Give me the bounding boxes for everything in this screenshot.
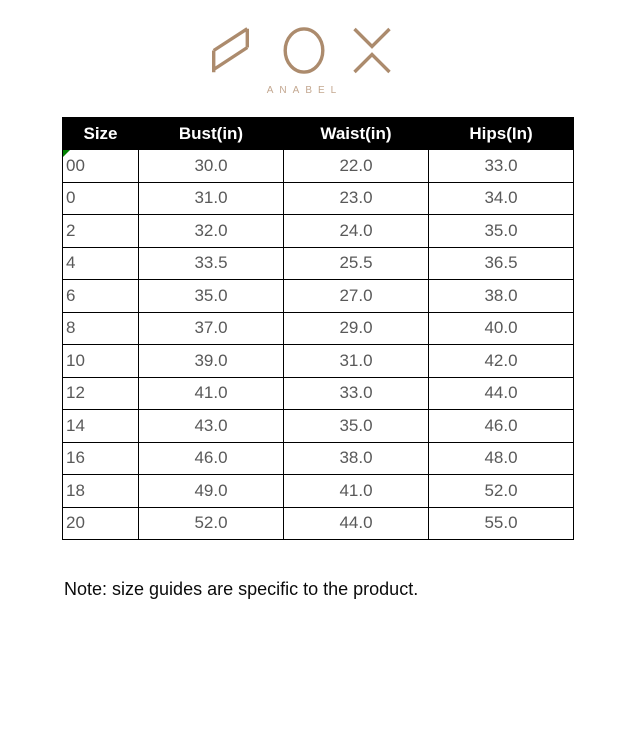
logo-letter-x: [355, 29, 390, 72]
size-cell: 18: [63, 475, 139, 508]
logo-letter-o: [285, 29, 323, 72]
bust-cell: 41.0: [139, 377, 284, 410]
waist-cell: 41.0: [284, 475, 429, 508]
size-cell: 20: [63, 507, 139, 540]
hips-cell: 52.0: [429, 475, 574, 508]
hips-cell: 38.0: [429, 280, 574, 313]
bust-cell: 52.0: [139, 507, 284, 540]
table-row: [63, 150, 574, 183]
hips-cell: 40.0: [429, 312, 574, 345]
hips-cell: 34.0: [429, 182, 574, 215]
bust-cell: 31.0: [139, 182, 284, 215]
bust-cell: 49.0: [139, 475, 284, 508]
table-row: [63, 410, 574, 443]
bust-cell: 39.0: [139, 345, 284, 378]
table-row: [63, 247, 574, 280]
waist-cell: 44.0: [284, 507, 429, 540]
size-cell: 10: [63, 345, 139, 378]
header-row: [63, 118, 574, 150]
hips-cell: 44.0: [429, 377, 574, 410]
size-cell: 14: [63, 410, 139, 443]
hips-cell: 42.0: [429, 345, 574, 378]
size-cell: 16: [63, 442, 139, 475]
table-row: [63, 507, 574, 540]
size-cell: 6: [63, 280, 139, 313]
waist-cell: 29.0: [284, 312, 429, 345]
logo-letter-n: [214, 29, 248, 73]
bust-cell: 33.5: [139, 247, 284, 280]
size-cell: 0: [63, 182, 139, 215]
table-row: [63, 345, 574, 378]
size-chart-table: [62, 117, 574, 540]
brand-subtext: ANABEL: [266, 85, 343, 96]
waist-cell: 27.0: [284, 280, 429, 313]
nox-logo-icon: [212, 27, 391, 74]
table-row: [63, 475, 574, 508]
brand-logo: [212, 27, 391, 96]
waist-cell: 38.0: [284, 442, 429, 475]
bust-cell: 35.0: [139, 280, 284, 313]
table-row: [63, 442, 574, 475]
table-row: [63, 280, 574, 313]
excel-error-marker-icon: [63, 150, 70, 157]
hips-cell: 46.0: [429, 410, 574, 443]
hips-cell: 55.0: [429, 507, 574, 540]
size-cell: 4: [63, 247, 139, 280]
waist-cell: 22.0: [284, 150, 429, 183]
waist-cell: 24.0: [284, 215, 429, 248]
bust-cell: 30.0: [139, 150, 284, 183]
bust-cell: 46.0: [139, 442, 284, 475]
bust-cell: 37.0: [139, 312, 284, 345]
header-bust: Bust(in): [139, 118, 284, 150]
hips-cell: 48.0: [429, 442, 574, 475]
hips-cell: 35.0: [429, 215, 574, 248]
size-cell: 8: [63, 312, 139, 345]
table-row: [63, 312, 574, 345]
waist-cell: 25.5: [284, 247, 429, 280]
bust-cell: 43.0: [139, 410, 284, 443]
header-size: Size: [63, 118, 139, 150]
size-cell: 00: [63, 150, 139, 183]
waist-cell: 35.0: [284, 410, 429, 443]
size-guide-note: Note: size guides are specific to the product.: [64, 579, 419, 599]
size-cell: 2: [63, 215, 139, 248]
size-cell: 12: [63, 377, 139, 410]
table-row: [63, 182, 574, 215]
waist-cell: 31.0: [284, 345, 429, 378]
header-hips: Hips(In): [429, 118, 574, 150]
bust-cell: 32.0: [139, 215, 284, 248]
table-row: [63, 215, 574, 248]
waist-cell: 23.0: [284, 182, 429, 215]
hips-cell: 33.0: [429, 150, 574, 183]
waist-cell: 33.0: [284, 377, 429, 410]
header-waist: Waist(in): [284, 118, 429, 150]
table-row: [63, 377, 574, 410]
hips-cell: 36.5: [429, 247, 574, 280]
